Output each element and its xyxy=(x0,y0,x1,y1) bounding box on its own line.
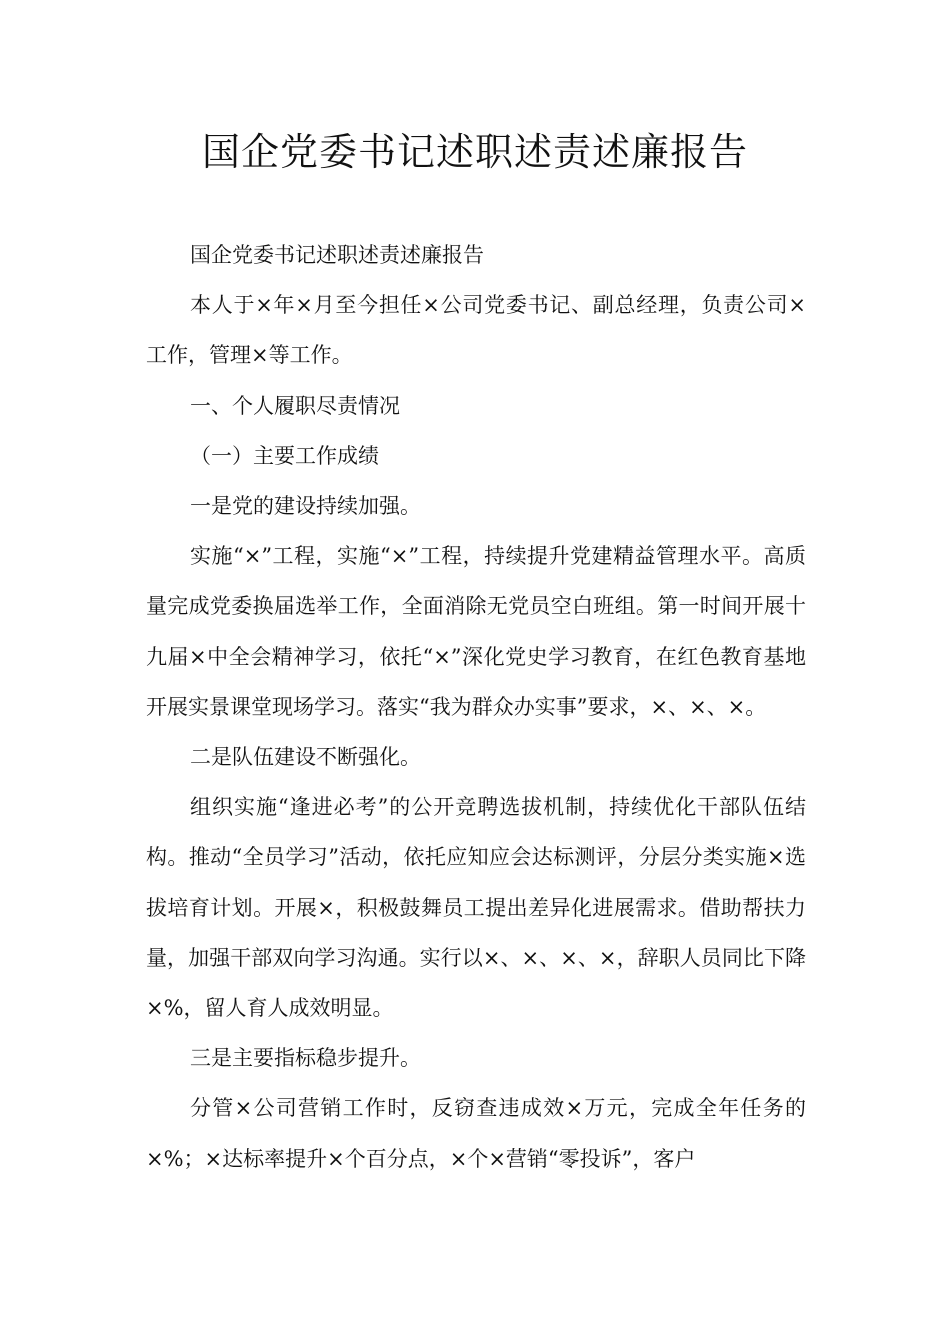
point-heading-1: 一是党的建设持续加强。 xyxy=(190,494,421,519)
paragraph-party-building: 实施“×”工程，实施“×”工程，持续提升党建精益管理水平。高质量完成党委换届选举工作，全面消除无党员空白班组。第一时间开展十九届×中全会精神学习，依托“×”深化党史学习教育，在红色教育基地开展实景课堂现场学习。落实“我为群众办实事”要求，×、×、×。 xyxy=(146,544,806,719)
paragraph-heading-repeat: 国企党委书记述职述责述廉报告 xyxy=(190,243,484,267)
section-heading-1: 一、个人履职尽责情况 xyxy=(190,393,400,418)
paragraph-key-indicators: 分管×公司营销工作时，反窃查违成效×万元，完成全年任务的×%；×达标率提升×个百分点，×个×营销“零投诉”，客户 xyxy=(146,1096,806,1171)
paragraph-team-building: 组织实施“逢进必考”的公开竞聘选拔机制，持续优化干部队伍结构。推动“全员学习”活动，依托应知应会达标测评，分层分类实施×选拔培育计划。开展×，积极鼓舞员工提出差异化进展需求。借助帮扶力量，加强干部双向学习沟通。实行以×、×、×、×，辞职人员同比下降×%，留人育人成效明显。 xyxy=(146,795,806,1021)
point-heading-3: 三是主要指标稳步提升。 xyxy=(190,1046,421,1071)
subsection-heading-1: （一）主要工作成绩 xyxy=(190,443,379,468)
paragraph-intro: 本人于×年×月至今担任×公司党委书记、副总经理，负责公司×工作，管理×等工作。 xyxy=(146,293,806,368)
point-heading-2: 二是队伍建设不断强化。 xyxy=(190,745,421,770)
document-body xyxy=(146,230,806,1184)
document-title: 国企党委书记述职述责述廉报告 xyxy=(201,130,748,174)
